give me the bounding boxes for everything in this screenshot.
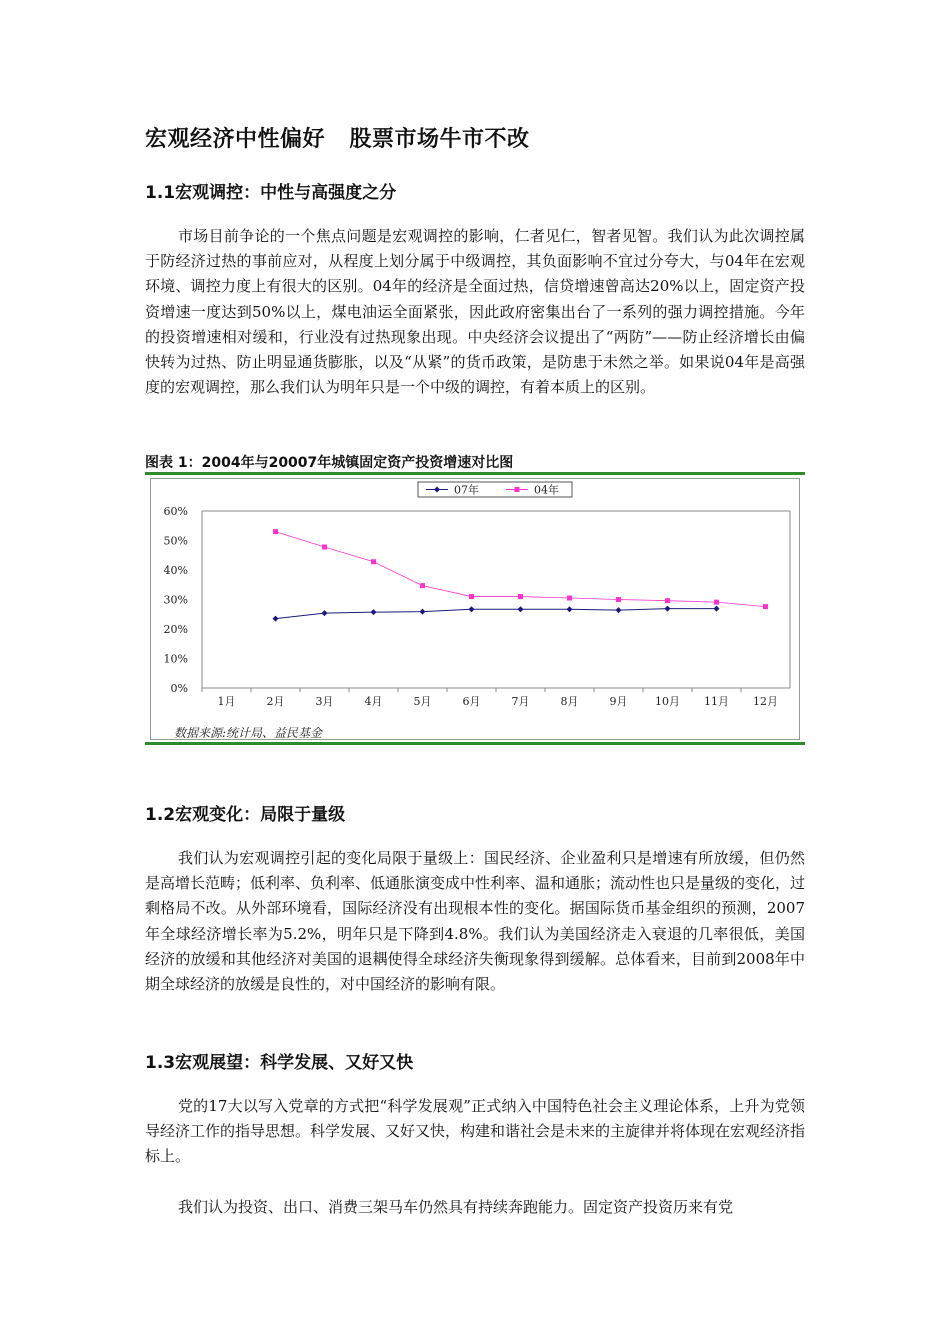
- chart-svg: [150, 478, 800, 740]
- section-heading-1-3: 1.3宏观展望：科学发展、又好又快: [145, 1053, 414, 1073]
- data-point-04: [420, 583, 425, 588]
- data-point-04: [273, 529, 278, 534]
- y-tick-label: 10%: [163, 652, 188, 666]
- legend-label: 04年: [534, 483, 559, 497]
- x-tick-label: 10月: [655, 695, 680, 708]
- data-point-04: [322, 544, 327, 549]
- legend-marker: [515, 487, 520, 492]
- figure-caption: 图表 1：2004年与20007年城镇固定资产投资增速对比图: [145, 455, 514, 471]
- chart-legend: [418, 482, 572, 497]
- x-tick-label: 2月: [266, 695, 285, 708]
- x-tick-label: 9月: [609, 695, 628, 708]
- figure-bottom-rule: [145, 742, 805, 745]
- data-point-04: [518, 594, 523, 599]
- chart-source-note: 数据来源:统计局、益民基金: [174, 726, 323, 740]
- data-point-04: [616, 597, 621, 602]
- x-tick-label: 7月: [511, 695, 530, 708]
- data-point-04: [763, 604, 768, 609]
- y-tick-label: 40%: [163, 564, 188, 577]
- x-tick-label: 11月: [704, 695, 729, 708]
- data-point-04: [714, 600, 719, 605]
- x-tick-label: 3月: [315, 695, 334, 708]
- data-point-04: [665, 598, 670, 603]
- data-point-04: [567, 596, 572, 601]
- x-tick-label: 6月: [462, 695, 481, 708]
- section-heading-1-1: 1.1宏观调控：中性与高强度之分: [145, 183, 397, 203]
- figure-top-rule: [145, 472, 805, 475]
- x-tick-label: 5月: [413, 695, 432, 708]
- y-tick-label: 20%: [163, 623, 188, 636]
- data-point-04: [371, 559, 376, 564]
- section-heading-1-2: 1.2宏观变化：局限于量级: [145, 805, 346, 825]
- document-title: 宏观经济中性偏好 股票市场牛市不改: [145, 127, 530, 152]
- data-point-04: [469, 594, 474, 599]
- investment-growth-chart: [150, 478, 800, 740]
- legend-label: 07年: [454, 483, 479, 497]
- section-1-1-paragraph: 市场目前争论的一个焦点问题是宏观调控的影响，仁者见仁，智者见智。我们认为此次调控属于防经济过热的事前应对，从程度上划分属于中级调控，其负面影响不宜过分夸大，与04年在宏观环境、调控力度上有很大的区别。04年的经济是全面过热，信贷增速曾高达20%以上，固定资产投资增速一度达到50%以上，煤电油运全面紧张，因此政府密集出台了一系列的强力调控措施。今年的投资增速相对缓和，行业没有过热现象出现。中央经济会议提出了“两防”——防止经济增长由偏快转为过热、防止明显通货膨胀，以及“从紧”的货币政策，是防患于未然之举。如果说04年是高强度的宏观调控，那么我们认为明年只是一个中级的调控，有着本质上的区别。: [145, 227, 805, 397]
- x-tick-label: 4月: [364, 695, 383, 708]
- x-tick-label: 1月: [217, 695, 236, 708]
- x-tick-label: 12月: [753, 695, 778, 708]
- x-tick-label: 8月: [560, 695, 579, 708]
- y-tick-label: 30%: [163, 593, 188, 607]
- y-tick-label: 60%: [163, 505, 188, 518]
- section-1-2-paragraph: 我们认为宏观调控引起的变化局限于量级上：国民经济、企业盈利只是增速有所放缓，但仍然是高增长范畴；低利率、负利率、低通胀演变成中性利率、温和通胀；流动性也只是量级的变化，过剩格局不改。从外部环境看，国际经济没有出现根本性的变化。据国际货币基金组织的预测，2007年全球经济增长率为5.2%，明年只是下降到4.8%。我们认为美国经济走入衰退的几率很低，美国经济的放缓和其他经济对美国的退耦使得全球经济失衡现象得到缓解。总体看来，目前到2008年中期全球经济的放缓是良性的，对中国经济的影响有限。: [145, 849, 806, 994]
- section-1-3-paragraph-1: 党的17大以写入党章的方式把“科学发展观”正式纳入中国特色社会主义理论体系，上升为党领导经济工作的指导思想。科学发展、又好又快，构建和谐社会是未来的主旋律并将体现在宏观经济指标上。: [145, 1097, 806, 1166]
- y-tick-label: 50%: [163, 534, 188, 548]
- y-tick-label: 0%: [170, 682, 188, 695]
- section-1-3-paragraph-2: 我们认为投资、出口、消费三架马车仍然具有持续奔跑能力。固定资产投资历来有党: [178, 1198, 734, 1216]
